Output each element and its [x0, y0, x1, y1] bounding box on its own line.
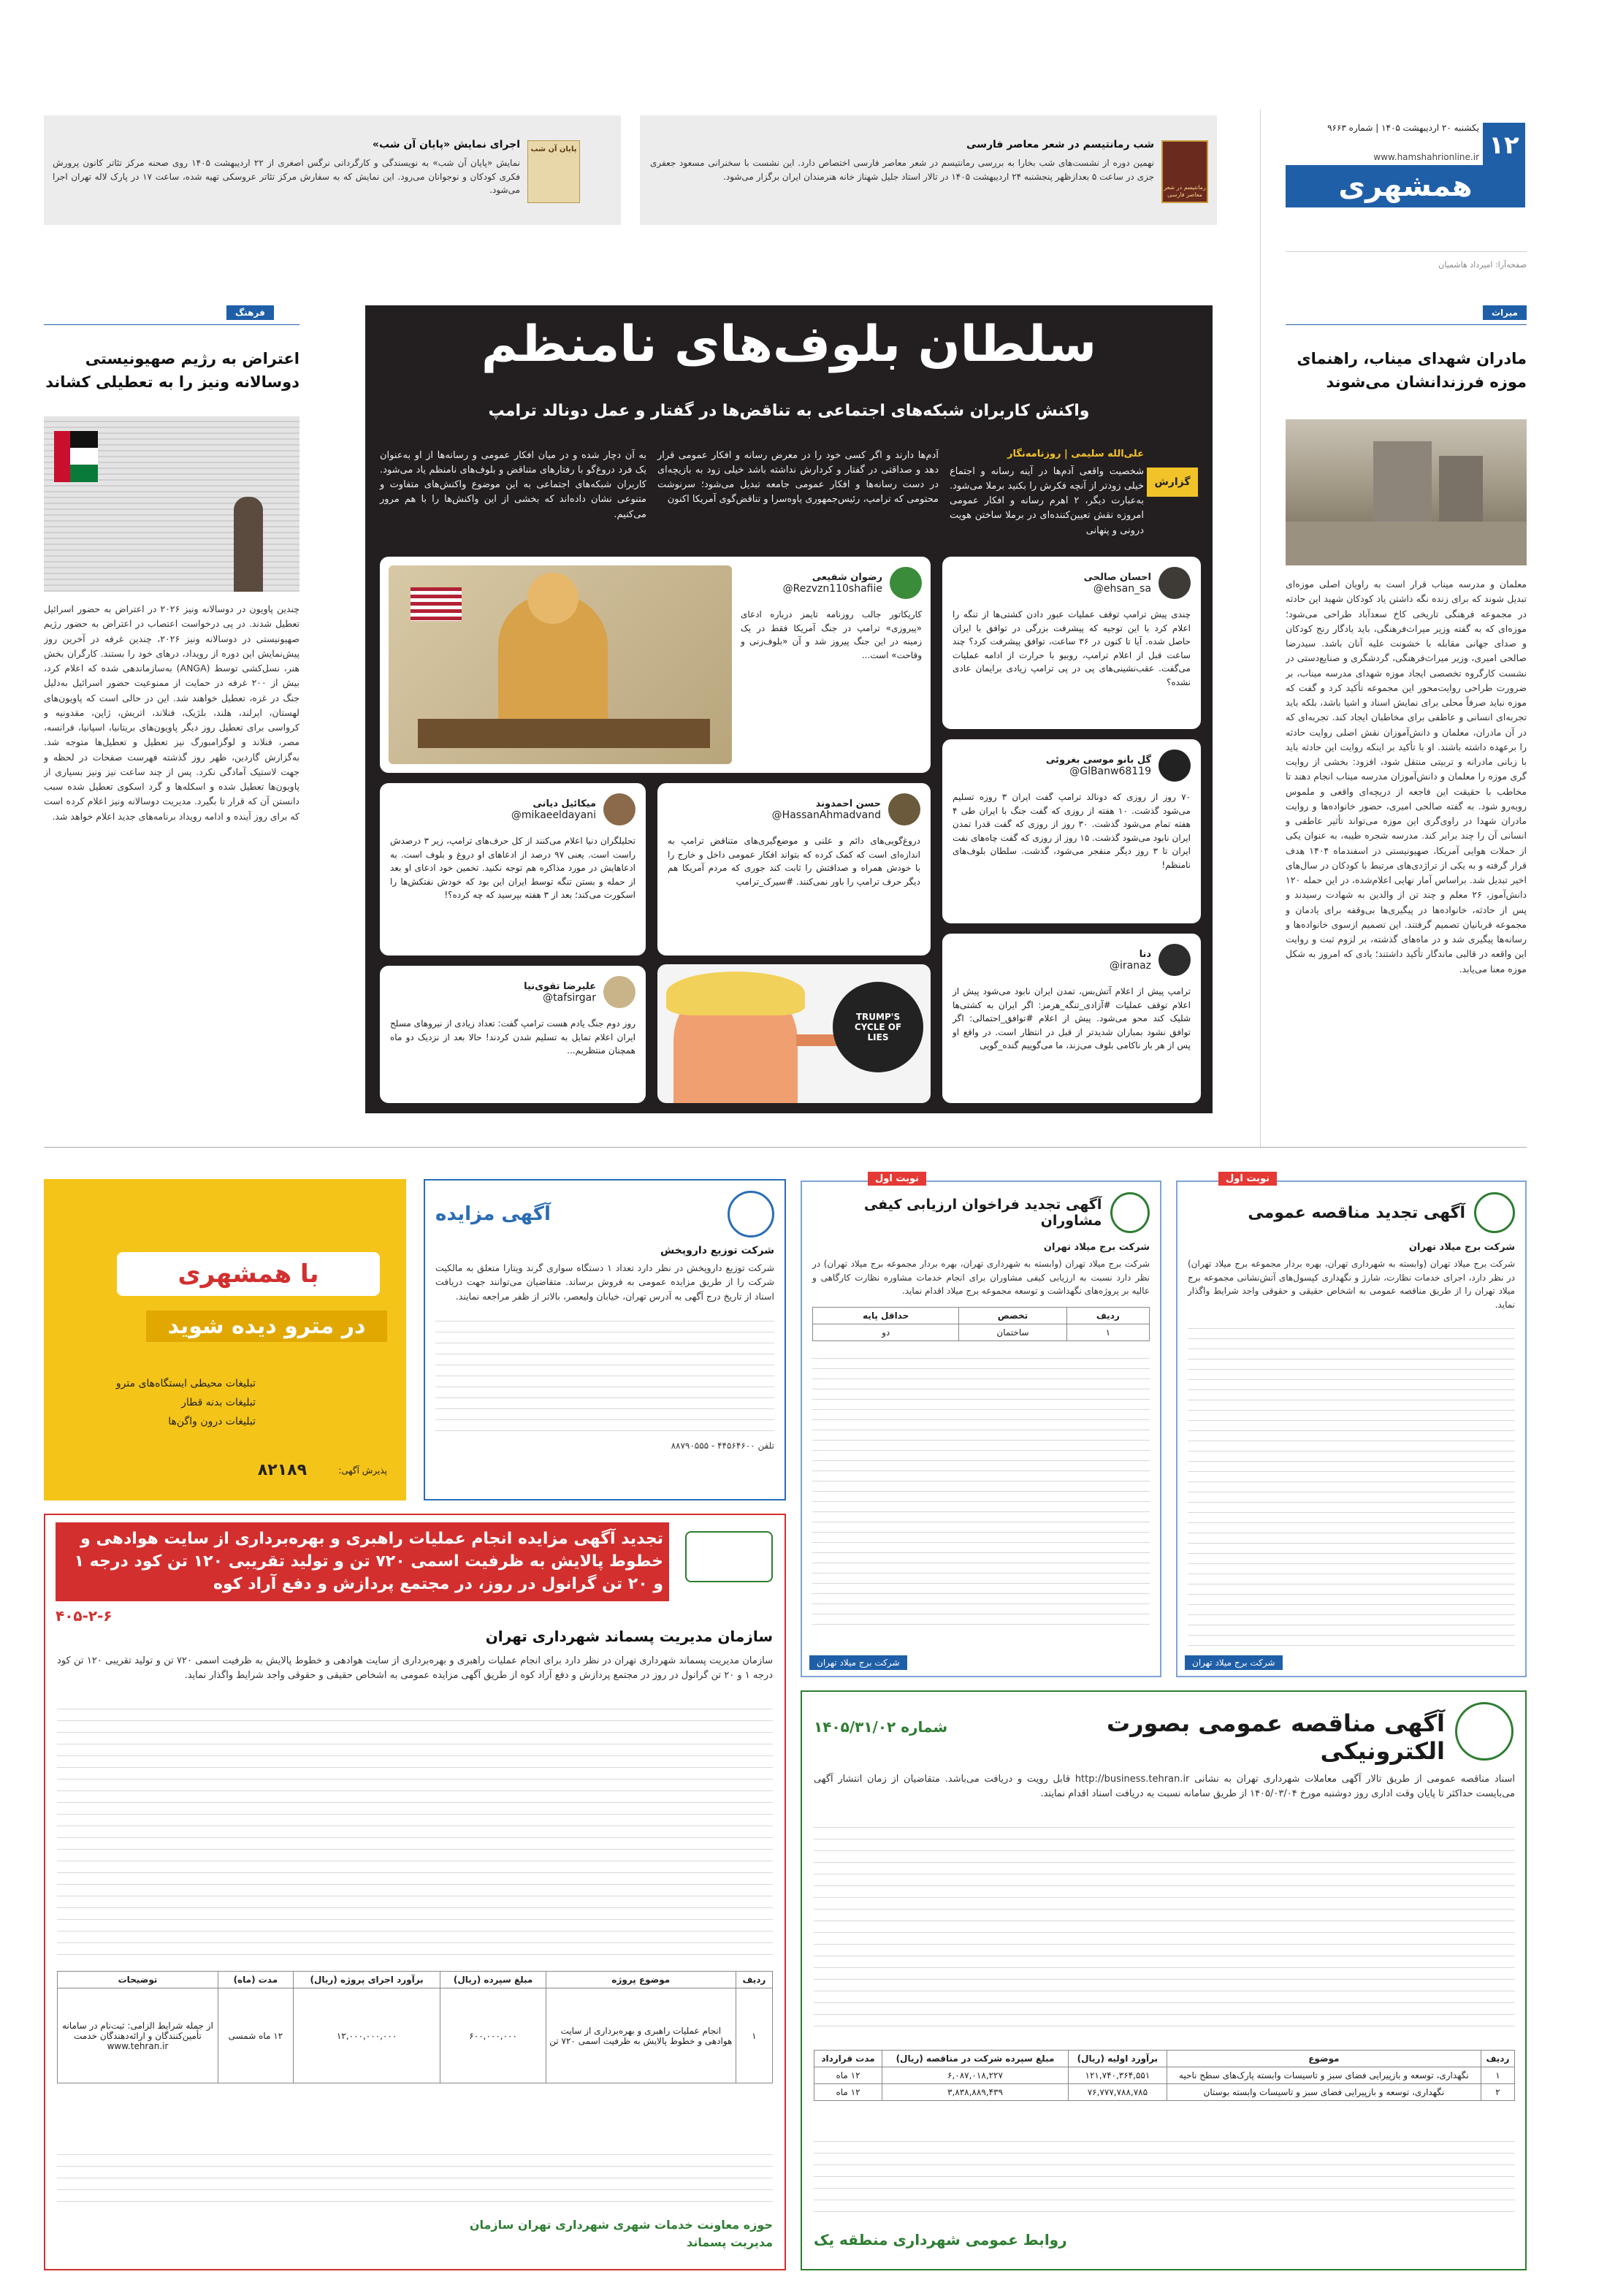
- ad-consultants-milad: [801, 1173, 1161, 1677]
- lies-caption: TRUMP'S CYCLE OF LIES: [854, 1012, 902, 1042]
- table-cell: ۱: [1066, 1324, 1149, 1340]
- tweet-handle: @tafsirgar: [543, 991, 596, 1004]
- ad-electronic-tender: [801, 1690, 1527, 2270]
- ad-text-lines: [814, 1816, 1515, 2035]
- table-row: [814, 2067, 1515, 2084]
- tweet-handle: @Rezvzn110shafiie: [782, 582, 882, 595]
- poster-play-text: پایان آن شب: [530, 145, 577, 153]
- section-tag-heritage: میراث: [1483, 305, 1527, 320]
- avatar: [1159, 750, 1191, 782]
- waste-table: [57, 1971, 773, 2083]
- ad-title: آگهی تجدید فراخوان ارزیابی کیفی مشاوران: [863, 1197, 1102, 1229]
- table-cell: نگهداری، توسعه و بازپیرایی فضای سبز و تاسیسات وابسته بوستان: [1167, 2084, 1481, 2101]
- heritage-title: مادران شهدای میناب، راهنمای موزه فرزندانشان می‌شوند: [1297, 350, 1527, 391]
- tweet-text: روز دوم جنگ یادم هست ترامپ گفت: تعداد زیادی از نیروهای مسلح ایران اعلام تمایل به تسلیم شدن کردند! حالا بعد از نزدیک دو ماه همچنان منتظریم...: [390, 1018, 635, 1056]
- table-cell: ۱۲۱,۷۴۰,۳۶۴,۵۵۱: [1068, 2067, 1167, 2084]
- ad-title: آگهی مزایده: [435, 1203, 551, 1225]
- table-cell: ۱۲ ماه: [814, 2067, 882, 2084]
- ad-body: شرکت برج میلاد تهران (وابسته به شهرداری تهران، بهره بردار مجموعه برج میلاد تهران) در نظر دارد نسبت به ارزیابی کیفی مشاوران برای انجام خدمات مشاوره نظارت کارگاهی و عالیه بر پروژه‌های نگهداشت و توسعه مجموعه برج میلاد اقدام نماید.: [812, 1259, 1150, 1297]
- culture-body: چندین پاویون در دوسالانه ونیز ۲۰۲۶ در اعتراض به حضور اسرائیل تعطیل شدند. در پی درخواست اعتصاب در اعتراض به حضور رژیم صهیونیستی در دوسالانه ونیز ۲۰۲۶، چندین غرفه در آخرین روز پیش‌نمایش این دوره از رویداد، درهای خود را بستند. کارگران بخش هنر، نسل‌کشی توسط (ANGA) به‌سازماندهی شده که اعلام کرد، بیش از ۲۰۰ غرفه در حمایت از ممنوعیت حضور اسرائیل به‌دلیل جنگ در غزه، تعطیل خواهند شد. این در حالی است که پاویون‌های لهستان، ایرلند، هلند، بلژیک، فنلاند، اتریش، ژاپن، مقدونیه و کرواسی برای تعطیل روز دیگر پاویون‌های بریتانیا، اسپانیا، فرانسه، مصر، فنلاند و لوگزامبورگ نیز تعطیل و تعطیل‌ها متوجه شد. به‌گزارش گاردین، ظهر روز گذشته فهرست صفحات در لحظه و جهت لاستیک آمادگی نکرد. پس از چند ساعت نیز ونیز بسیاری از پاویون‌ها تعطیل شده و اسکله‌ها و گرد اسکوی تعطیل شده سبب دانستن آن که قرار تا بگیرد. مدیریت دوسالانه ونیز اعلام کرده است که برای روز آینده و ادامه رویداد برنامه‌های جدید اعلام خواهد شد.: [44, 603, 299, 822]
- metro-item-1: تبلیغات محیطی ایستگاه‌های مترو: [115, 1378, 256, 1389]
- table-cell: ۱: [736, 1988, 772, 2083]
- tweet-card-7: [380, 966, 646, 1103]
- tweet-author: میکائیل دیانی: [533, 798, 596, 809]
- page-number: ۱۲: [1489, 131, 1519, 160]
- news-text-romanticism: نهمین دوره از نشست‌های شب بخارا به بررسی رمانتیسم در شعر معاصر فارسی اختصاص دارد. این نشست با سخنرانی مسعود جعفری جزی در ساعت ۵ بعدازظهر پنجشنبه ۲۴ اردیبهشت ۱۴۰۵ در تالار استاد جلیل شهناز خانه هنرمندان ایران برگزار می‌شود.: [650, 158, 1154, 182]
- ad-title: آگهی تجدید مناقصه عمومی: [1248, 1203, 1465, 1222]
- drawn-table: [418, 719, 710, 748]
- tweet-author: رضوان شفیعی: [812, 571, 882, 583]
- ad-text-lines: [435, 1311, 774, 1435]
- tweet-card-1: [942, 557, 1201, 729]
- ad-auction-darupakhsh: [424, 1179, 786, 1500]
- news-title-play: اجرای نمایش «پایان آن شب»: [372, 139, 520, 150]
- table-header: برآورد اجرای پروژه (ریال): [293, 1972, 440, 1988]
- table-header: موضوع: [1167, 2051, 1481, 2067]
- waste-headline: تجدید آگهی مزایده انجام عملیات راهبری و بهره‌برداری از سایت هوادهی و خطوط پالایش به ظرفیت اسمی ۷۲۰ تن و تولید تقریبی ۱۲۰ تن کود درجه ۱ و ۲۰ تن گرانول در روز، در مجتمع پردازش و دفع آراد کوه: [56, 1522, 669, 1601]
- tweet-text: کاریکاتور جالب روزنامه تایمز درباره ادعای «پیروزی» ترامپ در جنگ آمریکا فقط در یک زمینه در این جنگ پیروز شد و آن «بلوف‌زنی و وقاحت» است...: [741, 609, 922, 660]
- ad-metro: [44, 1179, 406, 1500]
- metro-phone-label: پذیرش آگهی:: [338, 1465, 387, 1476]
- tweet-text: ترامپ پیش از اعلام آتش‌بس، تمدن ایران نابود می‌شود پیش از اعلام توقف عملیات #آزادی_تنگه_هرمز: اگر ایران به کشتی‌ها شلیک کند محو می‌شود. پیش از اعلام #توافق_احتمالی: اگر توافق نشود بمباران شدیدتر از قبل در انتظار است. در واقع او پس از هر بار ناکامی بلوف می‌زند، ما می‌گوییم گنده_گویی: [953, 986, 1191, 1051]
- masthead-logo-text: همشهری: [1338, 169, 1473, 203]
- ad-footer: شرکت برج میلاد تهران: [809, 1655, 907, 1670]
- ad-org: شرکت برج میلاد تهران: [1408, 1242, 1515, 1253]
- ad-badge: نوبت اول: [1218, 1172, 1277, 1186]
- tweet-text: ۷۰ روز از روزی که دونالد ترامپ گفت ایران ۳ روزه تسلیم می‌شود گذشت. ۱۰ هفته از روزی که گفت جنگ با ایران طی ۴ هفته تمام می‌شود گذشت. ۳۰ روز از روزی که گفت قدرا تمدن ایران نابود می‌شود گذشت. ۱۵ روز از روزی که گفت چاه‌های نفت ایران تا ۳ روز دیگر منفجر می‌شود، گذشت. سلطان بلوف‌های نامنظم!: [953, 792, 1191, 870]
- report-tag: [1147, 468, 1198, 497]
- table-cell: ۱۲ ماه شمسی: [218, 1988, 294, 2083]
- culture-rule: [44, 324, 299, 325]
- table-cell: ساختمان: [959, 1324, 1066, 1340]
- table-cell: دو: [813, 1324, 959, 1340]
- poster-play: [527, 140, 580, 203]
- avatar: [1159, 944, 1191, 976]
- metro-logo-text: با همشهری: [178, 1259, 319, 1289]
- ad-text-lines: [57, 2143, 773, 2202]
- table-header: توضیحات: [58, 1972, 218, 1988]
- masthead-logo: [1286, 165, 1525, 207]
- lead-col-2: آدم‌ها دارند و اگر کسی خود را در معرض رسانه و افکار عمومی قرار دهد و صداقتی در گفتار و کردارش نداشته باشد خیلی زود به بازیچه‌ای در دست رسانه‌ها و افکار عمومی جامعه تبدیل می‌شود؛ سرنوشت محتومی که ترامپ، رئیس‌جمهوری یاوه‌سرا و تناقض‌گوی آمریکا اکنون: [657, 450, 939, 506]
- avatar: [888, 793, 920, 825]
- waste-code: ۴۰۵-۲-۶: [56, 1607, 112, 1625]
- table-header: مدت قرارداد: [814, 2051, 882, 2067]
- table-cell: ۱: [1481, 2067, 1514, 2084]
- feature-title: سلطان بلوف‌های نامنظم: [481, 316, 1097, 373]
- metro-item-2: تبلیغات بدنه قطار: [181, 1397, 256, 1408]
- tender-number: شماره ۱۴۰۵/۳۱/۰۲: [814, 1718, 948, 1736]
- header-divider: [1286, 251, 1527, 252]
- table-header: موضوع پروژه: [546, 1972, 736, 1988]
- ad-contact: تلفن ۴۴۵۶۴۶۰۰ - ۸۸۷۹۰۵۵۵: [671, 1441, 774, 1452]
- ad-waste-management: [44, 1514, 786, 2270]
- rubble: [1286, 522, 1527, 565]
- tender-body: اسناد مناقصه عمومی از طریق تالار آگهی معاملات شهرداری تهران به نشانی http://business.tehran.ir قابل رویت و دریافت می‌باشد. متقاضیان از زمان انتشار آگهی می‌بایست حداکثر تا پایان وقت اداری روز دوشنبه مورخ ۱۴۰۵/۰۳/۰۴ از طریق سامانه نسبت به دریافت اسناد اقدام نمایند.: [814, 1774, 1515, 1800]
- tweet-author: احسان صالحی: [1083, 571, 1151, 583]
- tender-table: [814, 2050, 1515, 2101]
- site-url[interactable]: www.hamshahrionline.ir: [1373, 152, 1479, 162]
- tweet-handle: @ehsan_sa: [1093, 582, 1151, 595]
- poster-romanticism-text: رمانتیسم در شعر معاصر فارسی: [1164, 184, 1206, 198]
- waste-body: سازمان مدیریت پسماند شهرداری تهران در نظر دارد برای انجام عملیات راهبری و بهره‌برداری از سایت هوادهی و خطوط پالایش به ظرفیت اسمی ۷۲۰ تن و تولید تقریبی ۱۲۰ تن کود درجه ۱ و ۲۰ تن گرانول در روز در مجتمع پردازش و دفع آراد کوه از طریق آگهی مزایده عمومی به اشخاص حقیقی و حقوقی واجد شرایط واگذار نماید.: [57, 1655, 773, 1682]
- waste-logo: [685, 1531, 773, 1582]
- tweet-author: گل بانو موسی بغروئی: [1045, 754, 1151, 766]
- metro-phone[interactable]: ۸۲۱۸۹: [257, 1461, 307, 1479]
- table-cell: انجام عملیات راهبری و بهره‌برداری از سایت هوادهی و خطوط پالایش به ظرفیت اسمی ۷۲۰ تن: [546, 1988, 736, 2083]
- cartoon-image: [389, 565, 732, 764]
- ads-divider: [44, 1147, 1527, 1148]
- milad-tower-logo: [1474, 1192, 1515, 1233]
- tweet-author: دنا: [1139, 948, 1151, 960]
- darupakhsh-logo: [728, 1191, 774, 1237]
- waste-footer: حوزه معاونت خدمات شهری شهرداری تهران سازمان مدیریت پسماند: [469, 2218, 773, 2249]
- table-cell: ۶,۰۸۷,۰۱۸,۲۲۷: [882, 2067, 1069, 2084]
- ad-footer: شرکت برج میلاد تهران: [1185, 1655, 1283, 1670]
- table-header: برآورد اولیه (ریال): [1068, 2051, 1167, 2067]
- palestine-flag: [54, 431, 98, 482]
- heritage-body: معلمان و مدرسه میناب قرار است به راویان اصلی موزه‌ای تبدیل شوند که برای زنده نگه داشتن یاد کودکان شهید این حادثه در مجموعه فرهنگی تاریخی کاخ سعدآباد طراحی می‌شود؛ موزه‌ای که به گفته وزیر میراث‌فرهنگی، باید یادگار رنج کودکان و صدای جهانی مقابله با خشونت علیه آنان باشد. سیدرضا صالحی امیری، وزیر میراث‌فرهنگی، گردشگری و صنایع‌دستی در نشست کارگروه تخصصی ایجاد موزه شهدای مدرسه میناب، بر ضرورت طراحی روایت‌محور این مجموعه تأکید کرد و گفت که موزه نباید صرفاً محلی برای نمایش اسناد و اشیا باشد، بلکه باید تجربه‌ای انسانی و عاطفی برای مخاطبان ایجاد کند. تجربه‌ای که در آن مادران، معلمان و دانش‌آموزان نقش اصلی روایت حادثه را برعهده داشته باشند. او با تأکید بر اینکه روایت این حادثه باید با زبانی مادرانه و تربیتی منتقل شود، افزود: بخشی از روایت گری موزه را معلمان و دانش‌آموزان مدرسه میناب انجام دهند تا مخاطب با حقیقت این فاجعه از دریچه‌ای واقعی و ملموس روبه‌رو شود. به گفته صالحی امیری، حضور خانواده‌ها و روایت مادران شهدا در راوی‌گری این موزه می‌تواند تأثیر عاطفی و انسانی آن را چند برابر کند. مدرسه شجره طیبه، به عنوان یکی از حملات هوایی آمریکا، صهیونیستی در اسفندماه ۱۴۰۴ هدف قرار گرفته و به یکی از تراژدی‌های مرتبط با کودکان در سال‌های اخیر تبدیل شد. براساس آمار نهایی اعلام‌شده، در این حمله ۱۲۰ دانش‌آموز، ۲۶ معلم و چند تن از والدین به شهادت رسیدند و پس از حادثه، خانواده‌ها در پیگیری‌ها بی‌وقفه برای یادمان و مجموعه قربانیان تصمیم گرفتند. این تصمیم ازسوی خانواده‌ها و رسانه‌ها پیگیری شد و در ماه‌های گذشته، بر لزوم ثبت و روایت این واقعه در قالبی ماندگار تأکید داشتند؛ یادی که امروز به شکل موزه معنا می‌یابد.: [1286, 579, 1527, 975]
- table-cell: ۷۶,۷۷۷,۷۸۸,۷۸۵: [1068, 2084, 1167, 2101]
- tender-title: آگهی مناقصه عمومی بصورت الکترونیکی: [1106, 1709, 1445, 1765]
- metro-item-3: تبلیغات درون واگن‌ها: [168, 1416, 256, 1427]
- ad-body: شرکت توزیع داروپخش در نظر دارد تعداد ۱ دستگاه سواری گرند ویتارا متعلق به مالکیت شرکت را از طریق مزایده عمومی به فروش برساند. متقاضیان می‌توانند جهت دریافت اسناد از تاریخ درج آگهی به آدرس تهران، خیابان ولیعصر، بالاتر از ظفر مراجعه نمایند.: [435, 1262, 774, 1302]
- table-header: مبلغ سپرده (ریال): [440, 1972, 546, 1988]
- culture-photo: [44, 416, 299, 592]
- section-tag-culture: فرهنگ: [226, 305, 274, 320]
- person-figure: [234, 497, 263, 592]
- drawn-head: [527, 573, 579, 624]
- table-cell: ۶۰۰,۰۰۰,۰۰۰: [440, 1988, 546, 2083]
- table-row: [58, 1988, 773, 2083]
- ad-text-lines: [57, 1698, 773, 1961]
- culture-title: اعتراض به رژیم صهیونیستی دوسالانه ونیز را به تعطیلی کشاند: [45, 350, 299, 391]
- tweet-text: دروغ‌گویی‌های دائم و علنی و موضع‌گیری‌های متناقض ترامپ به اندازه‌ای است که کمک کرده که بتواند افکار عمومی داخل و خارج را با خودش همراه و صداقتش را ثابت کند جوری که مردم آمریکا هم دیگر حرف ترامپ را باور نمی‌کنند. #سیرک_ترامپ: [668, 836, 920, 887]
- drawn-flag: [411, 587, 462, 621]
- ad-text-lines: [812, 1349, 1150, 1633]
- poster-romanticism: [1161, 140, 1208, 203]
- tweet-handle: @HassanAhmadvand: [771, 809, 881, 821]
- milad-tower-logo: [1110, 1192, 1150, 1233]
- tweet-card-3: [942, 739, 1201, 923]
- consultant-table: [812, 1307, 1150, 1341]
- lead-col-3: به آن دچار شده و در میان افکار عمومی و رسانه‌ها از او به‌عنوان یک فرد دروغ‌گو با رفتارهای متناقض و بلوف‌های نامنظم یاد می‌شود. کاربران شبکه‌های اجتماعی به این موضوع واکنش‌های متفاوت و متنوعی نشان داده‌اند که بخشی از این واکنش‌ها را با هم مرور می‌کنیم.: [380, 450, 646, 520]
- table-header: حداقل پایه: [813, 1307, 959, 1324]
- tweet-text: چندی پیش ترامپ توقف عملیات عبور دادن کشتی‌ها از تنگه را اعلام کرد با این توجیه که پیشرفت بزرگی در توافق با ایران حاصل شده. آیا تا کنون در ۳۶ ساعت، توافق پیشرفت کرد؟ چند ساعت قبل از اعلام ترامپ، روبیو با حرارت از ادامه عملیات می‌گفت. عقب‌نشینی‌های پی در پی ترامپ زیادی برایمان عادی نشده؟: [953, 609, 1191, 687]
- table-cell: ۲: [1481, 2084, 1514, 2101]
- tweet-card-6: [942, 934, 1201, 1103]
- table-header: تخصص: [959, 1307, 1066, 1324]
- table-cell: از جمله شرایط الزامی: ثبت‌نام در سامانه تأمین‌کنندگان و ارائه‌دهندگان خدمت www.tehran.ir: [58, 1988, 218, 2083]
- author-line: علی‌الله سلیمی | روزنامه‌نگار: [1007, 449, 1144, 459]
- column-divider: [1260, 110, 1261, 1147]
- table-cell: ۱۲ ماه: [814, 2084, 882, 2101]
- tehran-logo: [1455, 1702, 1514, 1761]
- tweet-author: علیرضا تقوی‌نیا: [524, 980, 596, 992]
- ad-org: شرکت برج میلاد تهران: [1043, 1242, 1150, 1253]
- feature-subtitle: واکنش کاربران شبکه‌های اجتماعی به تناقض‌ها در گفتار و عمل دونالد ترامپ: [488, 402, 1090, 420]
- table-header: مبلغ سپرده شرکت در مناقصه (ریال): [882, 2051, 1069, 2067]
- table-header: ردیف: [1481, 2051, 1514, 2067]
- lies-cartoon-card: [657, 964, 931, 1103]
- lead-col-1: شخصیت واقعی آدم‌ها در آینه رسانه و اجتماع خیلی زودتر از آنچه فکرش را بکنید برملا می‌شود. به‌عبارت دیگر، ۲ اهرم رسانه و افکار عمومی امروزه نقش تعیین‌کننده‌ای در برملا ساختن هویت درونی و پنهانی: [950, 466, 1144, 536]
- heritage-rule: [1286, 324, 1527, 325]
- tweet-handle: @iranaz: [1109, 959, 1151, 972]
- news-title-romanticism: شب رمانتیسم در شعر معاصر فارسی: [966, 139, 1154, 150]
- apple-icon: [890, 567, 922, 599]
- editor-credit: صفحه‌آرا: امیرداد هاشمیان: [1438, 260, 1527, 270]
- table-header: مدت (ماه): [218, 1972, 294, 1988]
- tweet-handle: @mikaeeldayani: [511, 809, 596, 821]
- lies-circle: [833, 982, 923, 1072]
- ad-body: شرکت برج میلاد تهران (وابسته به شهرداری تهران، بهره بردار مجموعه برج میلاد تهران) در نظر دارد، اجرای خدمات نظارت، شارژ و نگهداری کپسول‌های آتش‌نشانی مجموعه برج میلاد تهران را از طریق مناقصه عمومی به اشخاص حقیقی و حقوقی واجد شرایط واگذار نماید.: [1188, 1259, 1515, 1310]
- tweet-card-5: [380, 783, 646, 956]
- ad-tender-milad: [1176, 1173, 1527, 1677]
- page-number-box: [1483, 123, 1525, 168]
- ad-company: شرکت توزیع داروپخش: [660, 1245, 774, 1256]
- table-row: [814, 2084, 1515, 2101]
- tweet-handle: @GlBanw68119: [1069, 765, 1151, 777]
- avatar: [603, 793, 635, 825]
- ad-badge: نوبت اول: [868, 1172, 926, 1186]
- building-ruin-2: [1439, 456, 1483, 522]
- building-ruin: [1373, 441, 1432, 522]
- tweet-card-4: [657, 783, 931, 956]
- tweet-author: حسن احمدوند: [815, 798, 881, 809]
- date-line: یکشنبه ۲۰ اردیبهشت ۱۴۰۵ | شماره ۹۶۶۳: [1327, 123, 1479, 133]
- table-row: [813, 1324, 1150, 1340]
- tweet-text: تحلیلگران دنیا اعلام می‌کنند از کل حرف‌های ترامپ، زیر ۳ درصدش راست است. یعنی ۹۷ درصد از ادعاهای او دروغ و بلوف است. به ادعاهایش در مورد مذاکره هم توجه نکنید. تخمین خود ادعای او بعد از حمله و بستن تنگه توسط ایران این بود که خودش نفتکش‌ها را اسکورت می‌کند؛ بعد از ۳ هفته بپرسید که چه کرده؟!: [390, 836, 635, 901]
- report-tag-label: گزارش: [1154, 476, 1191, 488]
- table-cell: نگهداری، توسعه و بازپیرایی فضای سبز و تاسیسات وابسته پارک‌های سطح ناحیه: [1167, 2067, 1481, 2084]
- metro-title: در مترو دیده شوید: [146, 1311, 387, 1342]
- ad-text-lines: [1188, 1319, 1515, 1655]
- metro-logo: [117, 1252, 380, 1296]
- heritage-photo: [1286, 419, 1527, 565]
- table-header: ردیف: [1066, 1307, 1149, 1324]
- ad-text-lines: [814, 2130, 1515, 2218]
- waste-org: سازمان مدیریت پسماند شهرداری تهران: [485, 1628, 773, 1645]
- cartoon-card: [380, 557, 931, 773]
- table-header: ردیف: [736, 1972, 772, 1988]
- table-cell: ۱۲,۰۰۰,۰۰۰,۰۰۰: [293, 1988, 440, 2083]
- table-cell: ۳,۸۳۸,۸۸۹,۴۳۹: [882, 2084, 1069, 2101]
- tender-footer: روابط عمومی شهرداری منطقه یک: [814, 2231, 1067, 2249]
- news-text-play: نمایش «پایان آن شب» به نویسندگی و کارگردانی نرگس اصغری از ۲۲ اردیبهشت ۱۴۰۵ روی صحنه مرکز تئاتر کانون پرورش فکری کودکان و نوجوانان می‌رود. این نمایش که به سفارش مرکز تئاتر عروسکی تهیه شده، ساعت ۱۷ در پارک لاله تهران اجرا می‌شود.: [53, 158, 520, 196]
- caricature-hair: [666, 972, 805, 1015]
- avatar: [603, 976, 635, 1008]
- avatar: [1159, 567, 1191, 599]
